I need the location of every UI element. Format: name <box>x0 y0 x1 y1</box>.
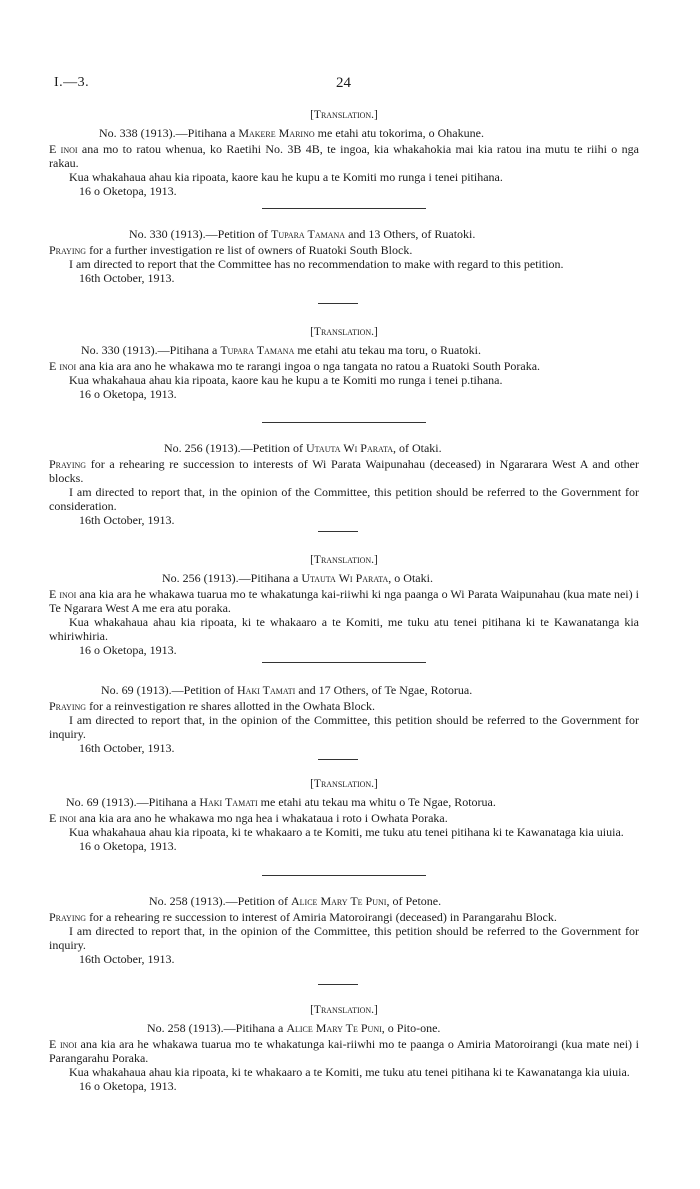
report-date: 16th October, 1913. <box>79 271 175 285</box>
petition-body: E inoi ana kia ara ano he whakawa mo nga hea i whakataua i roto i Owhata Poraka. <box>49 811 448 825</box>
petition-block <box>49 325 639 401</box>
section-divider <box>262 422 426 423</box>
section-divider <box>262 662 426 663</box>
petition-title: No. 330 (1913).—Pitihana a Tupara Tamana me etahi atu tekau ma toru, o Ruatoki. <box>81 343 481 357</box>
translation-label: [Translation.] <box>310 1004 378 1016</box>
translation-label: [Translation.] <box>310 109 378 121</box>
paper-reference: I.—3. <box>54 75 90 90</box>
committee-report: I am directed to report that, in the opinion of the Committee, this petition should be referred to the Government for consideration. <box>49 485 639 513</box>
translation-label: [Translation.] <box>310 554 378 566</box>
petition-body: Praying for a further investigation re list of owners of Ruatoki South Block. <box>49 243 413 257</box>
committee-report: Kua whakahaua ahau kia ripoata, kaore kau he kupu a te Komiti mo runga i tenei p.tihana. <box>69 373 503 387</box>
petition-body: E inoi ana mo to ratou whenua, ko Raetihi No. 3B 4B, te ingoa, kia whakahokia mai kia ratou ina mutu te riihi o nga rakau. <box>49 142 639 170</box>
short-divider <box>318 984 358 985</box>
petition-body: E inoi ana kia ara ano he whakawa mo te rarangi ingoa o nga tangata no ratou a Ruatoki South Poraka. <box>49 359 541 373</box>
section-divider <box>262 208 426 209</box>
committee-report: Kua whakahaua ahau kia ripoata, ki te whakaaro a te Komiti, me tuku atu tenei pitihana ki te Kawanatanga kia whiriwhiria. <box>49 615 639 643</box>
petition-block <box>49 227 639 285</box>
committee-report: Kua whakahaua ahau kia ripoata, kaore kau he kupu a te Komiti mo runga i tenei pitihana. <box>69 170 503 184</box>
report-date: 16 o Oketopa, 1913. <box>79 839 177 853</box>
petition-title: No. 258 (1913).—Pitihana a Alice Mary Te Puni, o Pito-one. <box>147 1021 441 1035</box>
committee-report: Kua whakahaua ahau kia ripoata, ki te whakaaro a te Komiti, me tuku atu tenei pitihana ki te Kawanatanga kia uiuia. <box>69 1065 630 1079</box>
petition-block <box>49 1003 639 1093</box>
petition-block <box>49 441 639 527</box>
committee-report: Kua whakahaua ahau kia ripoata, ki te whakaaro a te Komiti, me tuku atu tenei pitihana ki te Kawanataga kia uiuia. <box>69 825 624 839</box>
petition-title: No. 338 (1913).—Pitihana a Makere Marino me etahi atu tokorima, o Ohakune. <box>99 126 484 140</box>
petition-body: Praying for a reinvestigation re shares allotted in the Owhata Block. <box>49 699 375 713</box>
report-date: 16 o Oketopa, 1913. <box>79 387 177 401</box>
short-divider <box>318 303 358 304</box>
report-date: 16 o Oketopa, 1913. <box>79 1079 177 1093</box>
petition-body: E inoi ana kia ara he whakawa tuarua mo te whakatunga kai-riiwhi ki nga paanga o Wi Parata Waipunahau (kua mate nei) i Te Ngarara West A me era atu poraka. <box>49 587 639 615</box>
short-divider <box>318 531 358 532</box>
committee-report: I am directed to report that the Committee has no recommendation to make with regard to this petition. <box>69 257 564 271</box>
petition-block <box>49 894 639 966</box>
petition-title: No. 256 (1913).—Petition of Utauta Wi Parata, of Otaki. <box>164 441 442 455</box>
petition-title: No. 69 (1913).—Pitihana a Haki Tamati me etahi atu tekau ma whitu o Te Ngae, Rotorua. <box>66 795 496 809</box>
petition-title: No. 69 (1913).—Petition of Haki Tamati and 17 Others, of Te Ngae, Rotorua. <box>101 683 473 697</box>
petition-title: No. 330 (1913).—Petition of Tupara Tamana and 13 Others, of Ruatoki. <box>129 227 476 241</box>
report-date: 16 o Oketopa, 1913. <box>79 184 177 198</box>
committee-report: I am directed to report that, in the opinion of the Committee, this petition should be referred to the Government for inquiry. <box>49 924 639 952</box>
section-divider <box>262 875 426 876</box>
petition-block <box>49 108 639 198</box>
petition-title: No. 256 (1913).—Pitihana a Utauta Wi Parata, o Otaki. <box>162 571 433 585</box>
petition-block <box>49 553 639 657</box>
petition-body: E inoi ana kia ara he whakawa tuarua mo te whakatunga kai-riiwhi mo te paanga o Amiria Matoroirangi (kua mate nei) i Parangarahu Poraka. <box>49 1037 640 1065</box>
petition-block <box>49 777 639 853</box>
translation-label: [Translation.] <box>310 326 378 338</box>
page-number: 24 <box>336 75 351 91</box>
petition-block <box>49 683 639 755</box>
short-divider <box>318 759 358 760</box>
committee-report: I am directed to report that, in the opinion of the Committee, this petition should be referred to the Government for inquiry. <box>49 713 639 741</box>
report-date: 16 o Oketopa, 1913. <box>79 643 177 657</box>
report-date: 16th October, 1913. <box>79 952 175 966</box>
petition-title: No. 258 (1913).—Petition of Alice Mary Te Puni, of Petone. <box>149 894 442 908</box>
report-date: 16th October, 1913. <box>79 513 175 527</box>
report-date: 16th October, 1913. <box>79 741 175 755</box>
petition-body: Praying for a rehearing re succession to interests of Wi Parata Waipunahau (deceased) in Ngararara West A and other blocks. <box>49 457 639 485</box>
translation-label: [Translation.] <box>310 778 378 790</box>
petition-body: Praying for a rehearing re succession to interest of Amiria Matoroirangi (deceased) in Parangarahu Block. <box>49 910 557 924</box>
